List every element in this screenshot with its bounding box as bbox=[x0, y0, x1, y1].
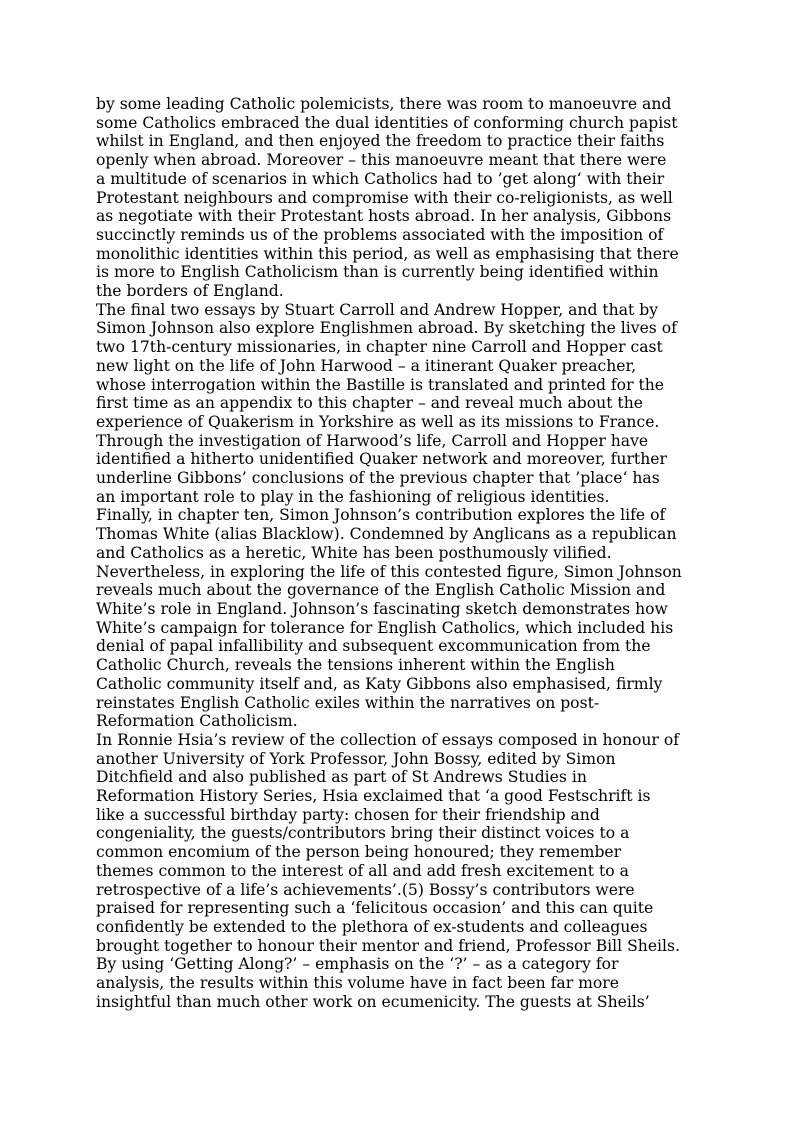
text-line: congeniality, the guests/contributors bring their distinct voices to a bbox=[96, 824, 630, 843]
document-page bbox=[96, 95, 716, 1011]
text-line: Through the investigation of Harwood’s life, Carroll and Hopper have bbox=[96, 431, 649, 450]
text-line: underline Gibbons’ conclusions of the previous chapter that ’place‘ has bbox=[96, 469, 660, 488]
text-line: White’s campaign for tolerance for English Catholics, which included his bbox=[96, 618, 674, 637]
text-line: praised for representing such a ‘felicitous occasion’ and this can quite bbox=[96, 899, 654, 918]
text-line: By using ‘Getting Along?’ – emphasis on the ‘?’ – as a category for bbox=[96, 955, 619, 974]
text-line: retrospective of a life’s achievements’.(5) Bossy’s contributors were bbox=[96, 880, 635, 899]
text-line: monolithic identities within this period, as well as emphasising that there bbox=[96, 244, 679, 263]
text-line: is more to English Catholicism than is currently being identified within bbox=[96, 263, 659, 282]
text-line: reinstates English Catholic exiles within the narratives on post- bbox=[96, 693, 600, 712]
text-line: whilst in England, and then enjoyed the freedom to practice their faiths bbox=[96, 132, 665, 151]
text-line: a multitude of scenarios in which Catholics had to ’get along‘ with their bbox=[96, 169, 665, 188]
text-line: Thomas White (alias Blacklow). Condemned by Anglicans as a republican bbox=[96, 525, 677, 544]
text-line: insightful than much other work on ecumenicity. The guests at Sheils’ bbox=[96, 992, 650, 1011]
paragraph-gibbons-conclusion bbox=[96, 95, 716, 301]
text-line: Nevertheless, in exploring the life of this contested figure, Simon Johnson bbox=[96, 562, 682, 581]
text-line: Protestant neighbours and compromise with their co-religionists, as well bbox=[96, 188, 673, 207]
text-line: denial of papal infallibility and subsequent excommunication from the bbox=[96, 637, 651, 656]
text-line: themes common to the interest of all and add fresh excitement to a bbox=[96, 861, 629, 880]
text-line: the borders of England. bbox=[96, 282, 284, 301]
text-line: Ditchfield and also published as part of St Andrews Studies in bbox=[96, 768, 587, 787]
text-line: Finally, in chapter ten, Simon Johnson’s contribution explores the life of bbox=[96, 506, 666, 525]
text-line: succinctly reminds us of the problems associated with the imposition of bbox=[96, 225, 664, 244]
text-line: two 17th-century missionaries, in chapter nine Carroll and Hopper cast bbox=[96, 338, 663, 357]
text-line: Catholic Church, reveals the tensions inherent within the English bbox=[96, 656, 615, 675]
text-line: confidently be extended to the plethora of ex-students and colleagues bbox=[96, 917, 648, 936]
text-line: new light on the life of John Harwood – a itinerant Quaker preacher, bbox=[96, 356, 637, 375]
text-line: and Catholics as a heretic, White has been posthumously vilified. bbox=[96, 543, 612, 562]
text-line: experience of Quakerism in Yorkshire as well as its missions to France. bbox=[96, 412, 660, 431]
text-line: Catholic community itself and, as Katy Gibbons also emphasised, firmly bbox=[96, 674, 663, 693]
text-line: In Ronnie Hsia’s review of the collection of essays composed in honour of bbox=[96, 730, 679, 749]
text-line: some Catholics embraced the dual identities of conforming church papist bbox=[96, 113, 678, 132]
paragraph-hsia-review bbox=[96, 731, 716, 1012]
text-line: like a successful birthday party: chosen for their friendship and bbox=[96, 805, 600, 824]
paragraph-simon-johnson bbox=[96, 506, 716, 730]
text-line: analysis, the results within this volume have in fact been far more bbox=[96, 974, 619, 993]
text-line: White’s role in England. Johnson’s fascinating sketch demonstrates how bbox=[96, 599, 668, 618]
text-line: an important role to play in the fashioning of religious identities. bbox=[96, 487, 610, 506]
text-line: by some leading Catholic polemicists, there was room to manoeuvre and bbox=[96, 95, 672, 113]
text-line: as negotiate with their Protestant hosts abroad. In her analysis, Gibbons bbox=[96, 207, 672, 226]
text-line: Reformation Catholicism. bbox=[96, 712, 298, 731]
text-line: Simon Johnson also explore Englishmen abroad. By sketching the lives of bbox=[96, 319, 677, 338]
text-line: common encomium of the person being honoured; they remember bbox=[96, 843, 622, 862]
text-line: identified a hitherto unidentified Quaker network and moreover, further bbox=[96, 450, 667, 469]
text-line: openly when abroad. Moreover – this manoeuvre meant that there were bbox=[96, 151, 667, 170]
text-line: reveals much about the governance of the English Catholic Mission and bbox=[96, 581, 666, 600]
text-line: another University of York Professor, John Bossy, edited by Simon bbox=[96, 749, 616, 768]
text-line: brought together to honour their mentor and friend, Professor Bill Sheils. bbox=[96, 936, 680, 955]
text-line: first time as an appendix to this chapter – and reveal much about the bbox=[96, 394, 643, 413]
text-line: Reformation History Series, Hsia exclaimed that ‘a good Festschrift is bbox=[96, 787, 651, 806]
text-line: The final two essays by Stuart Carroll and Andrew Hopper, and that by bbox=[96, 300, 659, 319]
text-line: whose interrogation within the Bastille is translated and printed for the bbox=[96, 375, 665, 394]
paragraph-carroll-hopper bbox=[96, 301, 716, 507]
